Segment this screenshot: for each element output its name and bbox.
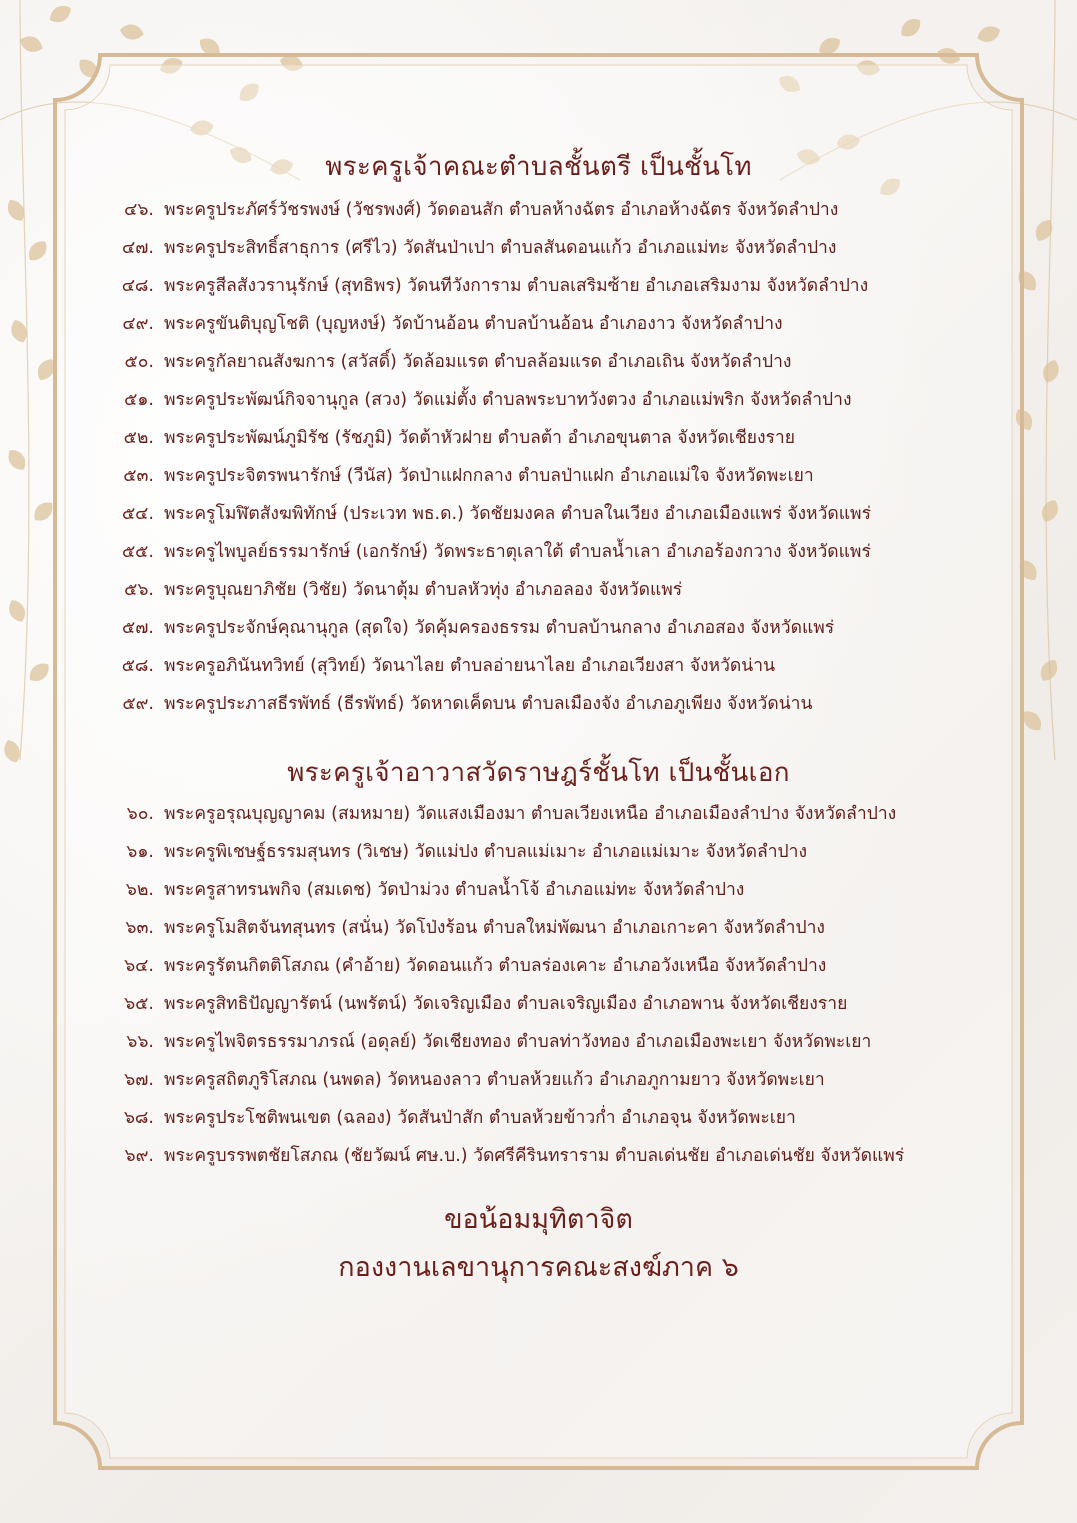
item-text: พระครูประพัฒน์กิจจานุกูล (สวง) วัดแม่ตั้ง ตำบลพระบาทวังตวง อำเภอแม่พริก จังหวัดลำปาง — [164, 390, 852, 410]
list-item — [100, 196, 977, 224]
item-number: ๔๗. — [122, 238, 154, 258]
item-text: พระครูประจักษ์คุณานุกูล (สุดใจ) วัดคุ้มครองธรรม ตำบลบ้านกลาง อำเภอสอง จังหวัดแพร่ — [164, 618, 835, 638]
item-text: พระครูโมสิตจันทสุนทร (สนั่น) วัดโป่งร้อน ตำบลใหม่พัฒนา อำเภอเกาะคา จังหวัดลำปาง — [164, 918, 825, 938]
item-number: ๕๓. — [123, 466, 154, 486]
item-text: พระครูประจิตรพนารักษ์ (วีนัส) วัดป่าแฝกกลาง ตำบลป่าแฝก อำเภอแม่ใจ จังหวัดพะเยา — [164, 466, 814, 486]
item-text: พระครูไพจิตรธรรมาภรณ์ (อดุลย์) วัดเชียงทอง ตำบลท่าวังทอง อำเภอเมืองพะเยา จังหวัดพะเยา — [164, 1032, 872, 1052]
item-number: ๖๐. — [126, 804, 154, 824]
item-number: ๖๑. — [126, 842, 154, 862]
list-item — [100, 952, 977, 980]
item-number: ๕๙. — [122, 694, 154, 714]
closing-line1: ขอน้อมมุทิตาจิต — [444, 1204, 633, 1235]
section2-heading: พระครูเจ้าอาวาสวัดราษฎร์ชั้นโท เป็นชั้นเอก — [287, 758, 790, 788]
list-item — [100, 838, 977, 866]
item-text: พระครูขันติบุญโชติ (บุญหงษ์) วัดบ้านอ้อน ตำบลบ้านอ้อน อำเภองาว จังหวัดลำปาง — [164, 314, 783, 334]
item-text: พระครูประภัศร์วัชรพงษ์ (วัชรพงศ์) วัดดอนสัก ตำบลห้างฉัตร อำเภอห้างฉัตร จังหวัดลำปาง — [164, 200, 839, 220]
item-number: ๕๑. — [124, 390, 154, 410]
list-item — [100, 914, 977, 942]
list-item — [100, 876, 977, 904]
list-item — [100, 690, 977, 718]
item-number: ๕๔. — [121, 504, 154, 524]
item-number: ๕๗. — [122, 618, 154, 638]
item-number: ๕๕. — [121, 542, 154, 562]
item-text: พระครูประพัฒน์ภูมิรัช (รัชภูมิ) วัดต้าหัวฝาย ตำบลต้า อำเภอขุนตาล จังหวัดเชียงราย — [164, 428, 795, 448]
list-item — [100, 1104, 977, 1132]
list-item — [100, 1028, 977, 1056]
item-number: ๕๖. — [124, 580, 154, 600]
item-text: พระครูโมฬิตสังฆพิทักษ์ (ประเวท พธ.ด.) วัดชัยมงคล ตำบลในเวียง อำเภอเมืองแพร่ จังหวัดแพร่ — [164, 504, 871, 524]
item-number: ๕๘. — [121, 656, 154, 676]
item-text: พระครูพิเชษฐ์ธรรมสุนทร (วิเชษ) วัดแม่ปง ตำบลแม่เมาะ อำเภอแม่เมาะ จังหวัดลำปาง — [164, 842, 808, 862]
item-text: พระครูบุณยาภิชัย (วิชัย) วัดนาตุ้ม ตำบลหัวทุ่ง อำเภอลอง จังหวัดแพร่ — [164, 580, 683, 600]
closing-line2: กองงานเลขานุการคณะสงฆ์ภาค ๖ — [338, 1252, 739, 1283]
item-number: ๕๐. — [124, 352, 154, 372]
item-text: พระครูประภาสธีรพัทธ์ (ธีรพัทธ์) วัดหาดเค็ดบน ตำบลเมืองจัง อำเภอภูเพียง จังหวัดน่าน — [164, 694, 813, 714]
item-number: ๖๓. — [125, 918, 154, 938]
section1-heading: พระครูเจ้าคณะตำบลชั้นตรี เป็นชั้นโท — [325, 152, 752, 182]
item-number: ๔๖. — [124, 200, 154, 220]
item-text: พระครูสีลสังวรานุรักษ์ (สุทธิพร) วัดนทีวังการาม ตำบลเสริมซ้าย อำเภอเสริมงาม จังหวัดลำปาง — [164, 276, 869, 296]
item-number: ๖๘. — [123, 1108, 154, 1128]
list-item — [100, 1142, 977, 1170]
list-item — [100, 234, 977, 262]
list-item — [100, 652, 977, 680]
item-number: ๖๔. — [124, 956, 154, 976]
list-item — [100, 800, 977, 828]
list-item — [100, 614, 977, 642]
list-item — [100, 272, 977, 300]
item-text: พระครูกัลยาณสังฆการ (สวัสดิ์) วัดล้อมแรต ตำบลล้อมแรด อำเภอเถิน จังหวัดลำปาง — [164, 352, 792, 372]
list-item — [100, 576, 977, 604]
item-text: พระครูบรรพตชัยโสภณ (ชัยวัฒน์ ศษ.บ.) วัดศรีคีรินทราราม ตำบลเด่นชัย อำเภอเด่นชัย จังหวัดแพร่ — [164, 1146, 905, 1166]
item-number: ๖๖. — [126, 1032, 154, 1052]
list-item — [100, 1066, 977, 1094]
item-number: ๖๗. — [124, 1070, 154, 1090]
item-text: พระครูอภินันทวิทย์ (สุวิทย์) วัดนาไลย ตำบลอ่ายนาไลย อำเภอเวียงสา จังหวัดน่าน — [164, 656, 776, 676]
list-item — [100, 386, 977, 414]
item-text: พระครูสาทรนพกิจ (สมเดช) วัดป่าม่วง ตำบลน้ำโจ้ อำเภอแม่ทะ จังหวัดลำปาง — [164, 880, 745, 900]
list-item — [100, 500, 977, 528]
item-number: ๖๕. — [124, 994, 154, 1014]
item-text: พระครูอรุณบุญญาคม (สมหมาย) วัดแสงเมืองมา ตำบลเวียงเหนือ อำเภอเมืองลำปาง จังหวัดลำปาง — [164, 804, 897, 824]
item-number: ๖๙. — [124, 1146, 154, 1166]
list-item — [100, 310, 977, 338]
item-text: พระครูรัตนกิตติโสภณ (คำอ้าย) วัดดอนแก้ว ตำบลร่องเคาะ อำเภอวังเหนือ จังหวัดลำปาง — [164, 956, 827, 976]
announcement-content — [100, 0, 977, 1523]
item-text: พระครูไพบูลย์ธรรมารักษ์ (เอกรักษ์) วัดพระธาตุเลาใต้ ตำบลน้ำเลา อำเภอร้องกวาง จังหวัดแพร่ — [164, 542, 871, 562]
list-item — [100, 990, 977, 1018]
item-number: ๕๒. — [123, 428, 154, 448]
item-text: พระครูสิทธิปัญญารัตน์ (นพรัตน์) วัดเจริญเมือง ตำบลเจริญเมือง อำเภอพาน จังหวัดเชียงราย — [164, 994, 848, 1014]
item-text: พระครูประสิทธิ์สาธุการ (ศรีไว) วัดสันป่าเปา ตำบลสันดอนแก้ว อำเภอแม่ทะ จังหวัดลำปาง — [164, 238, 837, 258]
item-number: ๖๒. — [125, 880, 154, 900]
item-text: พระครูประโชติพนเขต (ฉลอง) วัดสันป่าสัก ตำบลห้วยข้าวก่ำ อำเภอจุน จังหวัดพะเยา — [164, 1108, 796, 1128]
item-number: ๔๘. — [121, 276, 154, 296]
item-number: ๔๙. — [122, 314, 154, 334]
list-item — [100, 424, 977, 452]
list-item — [100, 462, 977, 490]
list-item — [100, 348, 977, 376]
item-text: พระครูสถิตภูริโสภณ (นพดล) วัดหนองลาว ตำบลห้วยแก้ว อำเภอภูกามยาว จังหวัดพะเยา — [164, 1070, 825, 1090]
list-item — [100, 538, 977, 566]
